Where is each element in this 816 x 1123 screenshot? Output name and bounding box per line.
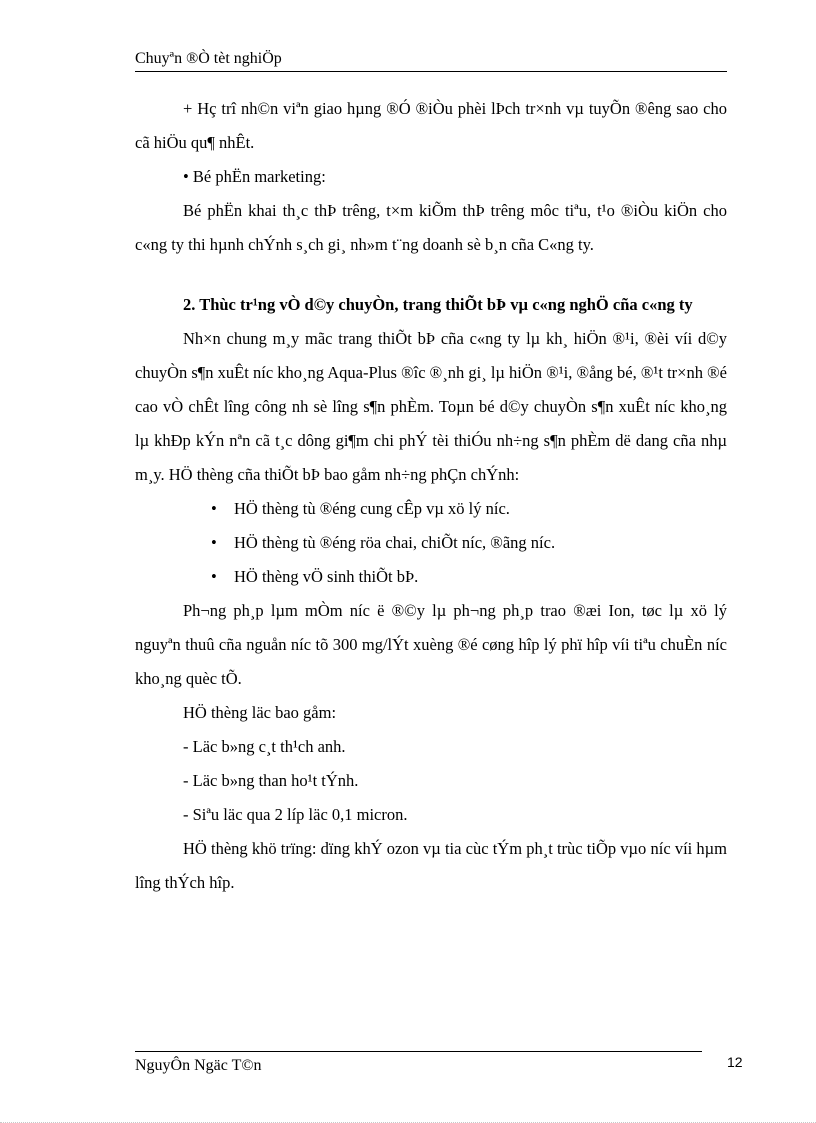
section-heading: 2. Thùc tr¹ng vÒ d©y chuyÒn, trang thiÕt bÞ vµ c«ng nghÖ cña c«ng ty [183, 295, 693, 314]
bullet-icon: • [183, 167, 189, 186]
paragraph-sterilization: HÖ thèng khö trïng: dïng khÝ ozon vµ tia cùc tÝm ph¸t trùc tiÕp vµo níc víi hµm lîng thÝch hîp. [135, 839, 727, 892]
page-header-title: Chuyªn ®Ò tèt nghiÖp [135, 50, 282, 67]
spacer [135, 262, 727, 288]
bullet-heading-text: Bé phËn marketing: [192, 167, 326, 186]
paragraph-equipment: Nh×n chung m¸y mãc trang thiÕt bÞ cña c«ng ty lµ kh¸ hiÖn ®¹i, ®èi víi d©y chuyÒn s¶n xuÊt níc kho¸ng Aqua-Plus ®îc ®¸nh gi¸ lµ hiÖn ®¹i, ®ång bé, ®¹t tr×nh ®é cao vÒ chÊt lîng công nh sè lîng s¶n phÈm. Toµn bé d©y chuyÒn s¶n xuÊt níc kho¸ng lµ khÐp kÝn nªn cã t¸c dông gi¶m chi phÝ tèi thiÓu nh÷ng s¶n phÈm dë dang cña nhµ m¸y. HÖ thèng cña thiÕt bÞ bao gåm nh÷ng phÇn chÝnh: [135, 329, 727, 484]
footer-rule [135, 1051, 702, 1052]
list-item: • HÖ thèng vÖ sinh thiÕt bÞ. [135, 560, 727, 594]
list-item: • HÖ thèng tù ®éng cung cÊp vµ xö lý níc. [135, 492, 727, 526]
bullet-heading-marketing [135, 160, 727, 194]
filter-line: - Läc b»ng than ho¹t tÝnh. [183, 771, 359, 790]
paragraph-marketing: Bé phËn khai th¸c thÞ trêng, t×m kiÕm thÞ trêng môc tiªu, t¹o ®iÒu kiÖn cho c«ng ty thi hµnh chÝnh s¸ch gi¸ nh»m t¨ng doanh sè b¸n cña C«ng ty. [135, 201, 727, 254]
header-rule [135, 71, 727, 72]
filter-line: - Läc b»ng c¸t th¹ch anh. [183, 737, 346, 756]
bullet-icon: • [211, 533, 217, 552]
paragraph-filter-intro: HÖ thèng läc bao gåm: [183, 703, 337, 722]
list-item: • HÖ thèng tù ®éng röa chai, chiÕt níc, ®ãng níc. [135, 526, 727, 560]
footer-author: NguyÔn Ngäc T©n [135, 1057, 262, 1074]
filter-line: - Siªu läc qua 2 líp läc 0,1 micron. [183, 805, 408, 824]
paragraph-softening: Ph¬ng ph¸p lµm mÒm níc ë ®©y lµ ph¬ng ph¸p trao ®æi Ion, tøc lµ xö lý nguyªn thuû cña nguån níc tõ 300 mg/lÝt xuèng ®é cøng hîp lý phï hîp víi tiªu chuÈn níc kho¸ng quèc tÕ. [135, 601, 727, 688]
paragraph-support: + Hç trî nh©n viªn giao hµng ®Ó ®iÒu phèi lÞch tr×nh vµ tuyÕn ®êng sao cho cã hiÖu qu¶ nhÊt. [135, 99, 727, 152]
bullet-icon: • [211, 499, 217, 518]
body-text [135, 92, 727, 900]
system-list [135, 492, 727, 594]
bullet-icon: • [211, 567, 217, 586]
page-number: 12 [727, 1054, 743, 1070]
